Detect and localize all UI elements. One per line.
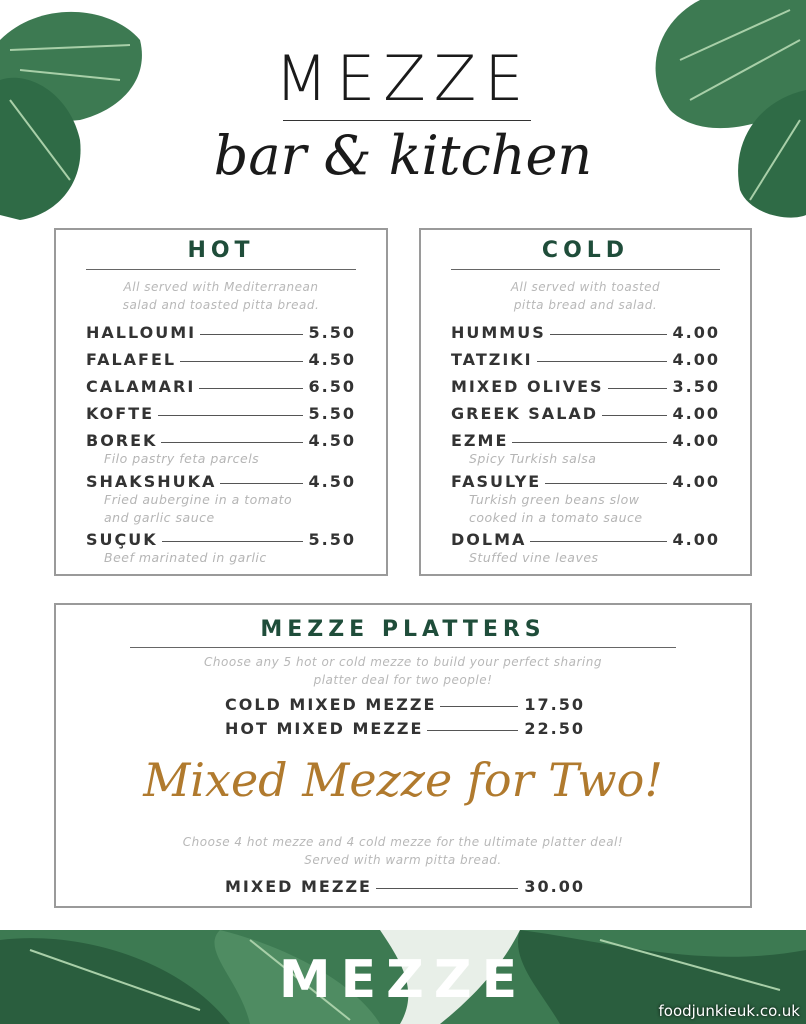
item-name: TATZIKI <box>451 350 533 369</box>
menu-item-halloumi <box>86 323 356 342</box>
restaurant-subtitle: bar & kitchen <box>213 124 593 187</box>
item-name: DOLMA <box>451 530 527 549</box>
item-name: FASULYE <box>451 472 542 491</box>
item-description: Filo pastry feta parcels <box>104 451 260 466</box>
menu-item-mixed-olives <box>451 377 720 396</box>
platters-menu-panel <box>54 603 752 908</box>
item-price: 4.00 <box>672 404 720 423</box>
item-price: 4.50 <box>308 350 356 369</box>
platter-item-hot-mixed-mezze <box>225 719 585 738</box>
website-credit: foodjunkieuk.co.uk <box>658 1002 800 1020</box>
platters-section-note: Choose any 5 hot or cold mezze to build your perfect sharing platter deal for two people! <box>204 655 602 687</box>
platter-item-cold-mixed-mezze <box>225 695 585 714</box>
item-price: 3.50 <box>672 377 720 396</box>
menu-item-fasulye <box>451 472 720 491</box>
item-name: GREEK SALAD <box>451 404 599 423</box>
menu-item-kofte <box>86 404 356 423</box>
platters-section-title: MEZZE PLATTERS <box>260 617 546 642</box>
hot-menu-panel <box>54 228 388 576</box>
menu-item-falafel <box>86 350 356 369</box>
item-name: BOREK <box>86 431 158 450</box>
item-price: 4.00 <box>672 530 720 549</box>
item-name: MIXED MEZZE <box>225 877 372 896</box>
restaurant-title: MEZZE <box>274 42 532 115</box>
item-name: COLD MIXED MEZZE <box>225 695 437 714</box>
hot-section-note: All served with Mediterranean salad and toasted pitta bread. <box>122 280 320 312</box>
item-name: SHAKSHUKA <box>86 472 217 491</box>
item-price: 5.50 <box>308 530 356 549</box>
item-name: KOFTE <box>86 404 155 423</box>
item-name: FALAFEL <box>86 350 177 369</box>
cold-section-note: All served with toasted pitta bread and salad. <box>510 280 661 312</box>
hot-title-divider <box>86 269 356 270</box>
item-price: 4.00 <box>672 472 720 491</box>
item-price: 4.50 <box>308 472 356 491</box>
item-name: HALLOUMI <box>86 323 197 342</box>
menu-item-shakshuka <box>86 472 356 491</box>
item-price: 6.50 <box>308 377 356 396</box>
menu-item-hummus <box>451 323 720 342</box>
item-name: CALAMARI <box>86 377 196 396</box>
menu-item-greek-salad <box>451 404 720 423</box>
menu-item-calamari <box>86 377 356 396</box>
item-price: 4.00 <box>672 323 720 342</box>
menu-item-dolma <box>451 530 720 549</box>
item-price: 4.50 <box>308 431 356 450</box>
menu-item-ezme <box>451 431 720 450</box>
item-price: 4.00 <box>672 431 720 450</box>
platters-title-divider <box>130 647 676 648</box>
cold-title-divider <box>451 269 720 270</box>
item-price: 4.00 <box>672 350 720 369</box>
item-price: 5.50 <box>308 404 356 423</box>
menu-item-sucuk <box>86 530 356 549</box>
footer-title: MEZZE <box>278 950 528 1010</box>
menu-item-tatziki <box>451 350 720 369</box>
mixed-mezze-note: Choose 4 hot mezze and 4 cold mezze for the ultimate platter deal! Served with warm pitta bread. <box>182 835 624 867</box>
item-name: MIXED OLIVES <box>451 377 604 396</box>
platter-item-mixed-mezze <box>225 877 585 896</box>
item-description: Turkish green beans slow cooked in a tomato sauce <box>469 492 643 525</box>
item-price: 5.50 <box>308 323 356 342</box>
item-name: SUÇUK <box>86 530 158 549</box>
item-description: Spicy Turkish salsa <box>469 451 597 466</box>
item-name: EZME <box>451 431 509 450</box>
mixed-mezze-for-two-heading: Mixed Mezze for Two! <box>143 753 663 807</box>
menu-item-borek <box>86 431 356 450</box>
item-price: 17.50 <box>524 695 585 714</box>
item-description: Fried aubergine in a tomato and garlic sauce <box>104 492 293 525</box>
item-name: HOT MIXED MEZZE <box>225 719 424 738</box>
cold-section-title: COLD <box>541 238 630 263</box>
item-price: 22.50 <box>524 719 585 738</box>
item-description: Beef marinated in garlic <box>104 550 267 565</box>
title-divider <box>283 120 531 121</box>
item-price: 30.00 <box>524 877 585 896</box>
cold-menu-panel <box>419 228 752 576</box>
hot-section-title: HOT <box>187 238 255 263</box>
item-name: HUMMUS <box>451 323 546 342</box>
item-description: Stuffed vine leaves <box>469 550 599 565</box>
